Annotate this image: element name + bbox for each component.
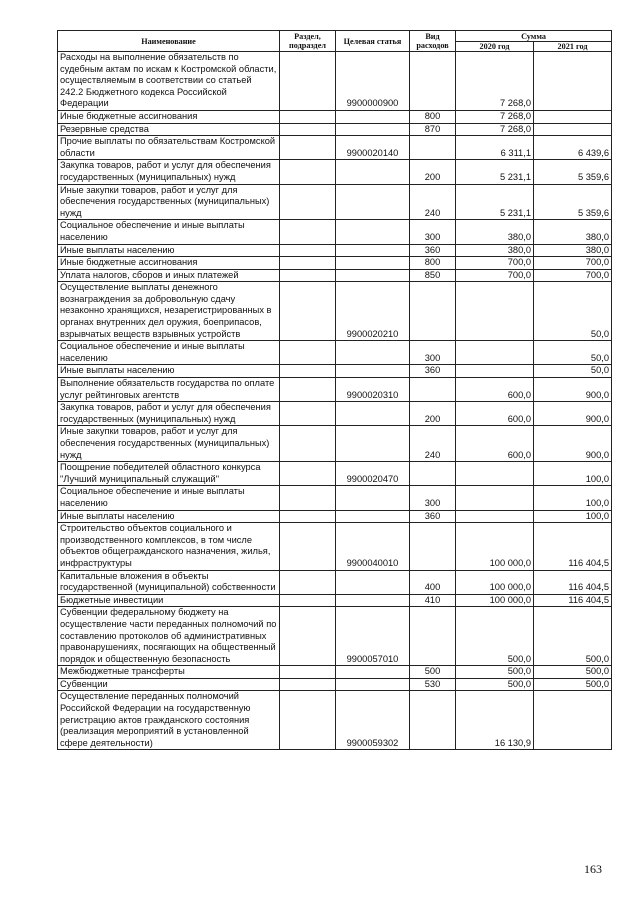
cell-amount-2021: 100,0 (534, 510, 612, 523)
cell-amount-2021 (534, 52, 612, 111)
cell-expense-type: 200 (410, 402, 456, 426)
cell-amount-2021: 6 439,6 (534, 136, 612, 160)
cell-amount-2021: 700,0 (534, 257, 612, 270)
cell-name: Выполнение обязательств государства по оплате услуг рейтинговых агентств (58, 378, 280, 402)
table-row (58, 666, 612, 679)
table-row (58, 365, 612, 378)
cell-section (280, 110, 336, 123)
cell-amount-2021: 100,0 (534, 486, 612, 510)
cell-section (280, 570, 336, 594)
cell-expense-type: 300 (410, 341, 456, 365)
header-sum: Сумма (456, 31, 612, 42)
cell-section (280, 607, 336, 666)
cell-section (280, 160, 336, 184)
cell-amount-2021: 116 404,5 (534, 523, 612, 570)
cell-target-code (336, 486, 410, 510)
cell-name: Субвенции (58, 678, 280, 691)
cell-name: Закупка товаров, работ и услуг для обеспечения государственных (муниципальных) нужд (58, 402, 280, 426)
cell-amount-2020: 7 268,0 (456, 52, 534, 111)
table-row (58, 220, 612, 244)
table-row (58, 269, 612, 282)
cell-target-code: 9900020310 (336, 378, 410, 402)
cell-name: Межбюджетные трансферты (58, 666, 280, 679)
table-row (58, 244, 612, 257)
cell-amount-2021: 380,0 (534, 220, 612, 244)
cell-amount-2020 (456, 341, 534, 365)
cell-section (280, 486, 336, 510)
table-row (58, 691, 612, 750)
table-row (58, 136, 612, 160)
cell-amount-2020: 600,0 (456, 378, 534, 402)
table-row (58, 282, 612, 341)
cell-amount-2020: 700,0 (456, 257, 534, 270)
cell-amount-2021: 500,0 (534, 666, 612, 679)
header-name: Наименование (58, 31, 280, 52)
table-row (58, 486, 612, 510)
cell-amount-2020: 700,0 (456, 269, 534, 282)
cell-target-code (336, 426, 410, 462)
cell-amount-2020: 500,0 (456, 607, 534, 666)
cell-expense-type: 850 (410, 269, 456, 282)
cell-section (280, 426, 336, 462)
table-row (58, 341, 612, 365)
cell-expense-type (410, 462, 456, 486)
cell-target-code: 9900020470 (336, 462, 410, 486)
cell-name: Поощрение победителей областного конкурса "Лучший муниципальный служащий" (58, 462, 280, 486)
cell-section (280, 691, 336, 750)
cell-expense-type (410, 691, 456, 750)
table-row (58, 52, 612, 111)
cell-name: Осуществление переданных полномочий Российской Федерации на государственную регистрацию актов гражданского состояния (реализация мероприятий в установленной сфере деятельности) (58, 691, 280, 750)
cell-section (280, 220, 336, 244)
cell-amount-2021 (534, 691, 612, 750)
cell-section (280, 269, 336, 282)
cell-name: Иные закупки товаров, работ и услуг для обеспечения государственных (муниципальных) нужд (58, 184, 280, 220)
cell-name: Строительство объектов социального и производственного комплексов, в том числе объектов общегражданского назначения, жилья, инфраструктуры (58, 523, 280, 570)
cell-expense-type: 300 (410, 220, 456, 244)
cell-name: Социальное обеспечение и иные выплаты населению (58, 486, 280, 510)
table-row (58, 594, 612, 607)
cell-name: Социальное обеспечение и иные выплаты населению (58, 220, 280, 244)
table-row (58, 678, 612, 691)
cell-amount-2020: 500,0 (456, 678, 534, 691)
cell-name: Прочие выплаты по обязательствам Костромской области (58, 136, 280, 160)
cell-target-code (336, 678, 410, 691)
cell-expense-type: 800 (410, 110, 456, 123)
header-year-2020: 2020 год (456, 42, 534, 52)
header-section: Раздел, подраздел (280, 31, 336, 52)
cell-amount-2021: 900,0 (534, 378, 612, 402)
cell-amount-2020: 100 000,0 (456, 523, 534, 570)
cell-target-code (336, 160, 410, 184)
cell-section (280, 244, 336, 257)
cell-expense-type (410, 607, 456, 666)
table-row (58, 257, 612, 270)
cell-amount-2020 (456, 282, 534, 341)
table-header (58, 31, 612, 52)
cell-expense-type: 360 (410, 365, 456, 378)
cell-amount-2021: 50,0 (534, 365, 612, 378)
table-row (58, 523, 612, 570)
cell-expense-type: 240 (410, 184, 456, 220)
cell-amount-2020 (456, 365, 534, 378)
cell-name: Капитальные вложения в объекты государственной (муниципальной) собственности (58, 570, 280, 594)
cell-amount-2021: 900,0 (534, 426, 612, 462)
table-row (58, 110, 612, 123)
cell-amount-2021: 50,0 (534, 341, 612, 365)
cell-amount-2021: 100,0 (534, 462, 612, 486)
cell-target-code (336, 123, 410, 136)
cell-expense-type (410, 523, 456, 570)
cell-expense-type: 500 (410, 666, 456, 679)
cell-amount-2020 (456, 462, 534, 486)
cell-name: Расходы на выполнение обязательств по судебным актам по искам к Костромской области, осуществляемым в соответствии со статьей 242.2 Бюджетного кодекса Российской Федерации (58, 52, 280, 111)
cell-amount-2020: 7 268,0 (456, 123, 534, 136)
cell-section (280, 510, 336, 523)
cell-name: Резервные средства (58, 123, 280, 136)
cell-amount-2020: 380,0 (456, 244, 534, 257)
cell-target-code: 9900057010 (336, 607, 410, 666)
cell-amount-2020: 380,0 (456, 220, 534, 244)
cell-name: Закупка товаров, работ и услуг для обеспечения государственных (муниципальных) нужд (58, 160, 280, 184)
cell-name: Иные бюджетные ассигнования (58, 110, 280, 123)
cell-amount-2020: 5 231,1 (456, 160, 534, 184)
table-row (58, 426, 612, 462)
cell-section (280, 666, 336, 679)
header-expense-type: Вид расходов (410, 31, 456, 52)
table-row (58, 462, 612, 486)
cell-amount-2021: 900,0 (534, 402, 612, 426)
cell-target-code: 9900020210 (336, 282, 410, 341)
cell-target-code (336, 402, 410, 426)
cell-target-code (336, 570, 410, 594)
cell-name: Субвенции федеральному бюджету на осуществление части переданных полномочий по составлению протоколов об административных правонарушениях, посягающих на общественный порядок и общественную безопасность (58, 607, 280, 666)
cell-expense-type: 870 (410, 123, 456, 136)
cell-name: Уплата налогов, сборов и иных платежей (58, 269, 280, 282)
cell-expense-type (410, 136, 456, 160)
cell-amount-2021: 500,0 (534, 678, 612, 691)
cell-section (280, 123, 336, 136)
cell-amount-2021: 116 404,5 (534, 570, 612, 594)
table-row (58, 378, 612, 402)
cell-target-code (336, 244, 410, 257)
cell-target-code (336, 257, 410, 270)
cell-target-code (336, 269, 410, 282)
cell-expense-type (410, 282, 456, 341)
cell-name: Иные выплаты населению (58, 244, 280, 257)
cell-section (280, 402, 336, 426)
cell-section (280, 378, 336, 402)
cell-expense-type: 360 (410, 510, 456, 523)
table-row (58, 607, 612, 666)
cell-amount-2020: 5 231,1 (456, 184, 534, 220)
cell-target-code (336, 110, 410, 123)
cell-target-code: 9900059302 (336, 691, 410, 750)
cell-expense-type: 400 (410, 570, 456, 594)
cell-name: Иные закупки товаров, работ и услуг для обеспечения государственных (муниципальных) нужд (58, 426, 280, 462)
cell-name: Иные выплаты населению (58, 510, 280, 523)
cell-expense-type (410, 52, 456, 111)
cell-target-code (336, 510, 410, 523)
cell-amount-2021 (534, 123, 612, 136)
header-target: Целевая статья (336, 31, 410, 52)
cell-amount-2021 (534, 110, 612, 123)
cell-section (280, 136, 336, 160)
cell-expense-type: 800 (410, 257, 456, 270)
cell-amount-2020: 100 000,0 (456, 594, 534, 607)
cell-target-code (336, 365, 410, 378)
cell-name: Осуществление выплаты денежного вознаграждения за добровольную сдачу незаконно хранящихся, незарегистрированных в органах внутренних дел оружия, боеприпасов, взрывчатых веществ взрывных устройств (58, 282, 280, 341)
cell-amount-2021: 700,0 (534, 269, 612, 282)
cell-target-code (336, 666, 410, 679)
cell-section (280, 365, 336, 378)
cell-expense-type: 410 (410, 594, 456, 607)
cell-target-code (336, 594, 410, 607)
cell-section (280, 594, 336, 607)
table-body (58, 52, 612, 750)
table-row (58, 160, 612, 184)
cell-section (280, 257, 336, 270)
cell-amount-2021: 380,0 (534, 244, 612, 257)
header-year-2021: 2021 год (534, 42, 612, 52)
cell-name: Иные бюджетные ассигнования (58, 257, 280, 270)
cell-name: Бюджетные инвестиции (58, 594, 280, 607)
cell-section (280, 52, 336, 111)
cell-target-code: 9900040010 (336, 523, 410, 570)
cell-expense-type (410, 378, 456, 402)
cell-amount-2021: 116 404,5 (534, 594, 612, 607)
cell-amount-2020: 100 000,0 (456, 570, 534, 594)
cell-section (280, 523, 336, 570)
cell-amount-2020: 500,0 (456, 666, 534, 679)
cell-amount-2021: 5 359,6 (534, 160, 612, 184)
cell-target-code: 9900000900 (336, 52, 410, 111)
budget-table (57, 30, 612, 750)
cell-amount-2020: 6 311,1 (456, 136, 534, 160)
table-row (58, 402, 612, 426)
cell-expense-type: 240 (410, 426, 456, 462)
cell-expense-type: 200 (410, 160, 456, 184)
table-row (58, 123, 612, 136)
table-row (58, 184, 612, 220)
table-row (58, 570, 612, 594)
cell-section (280, 341, 336, 365)
cell-section (280, 184, 336, 220)
cell-expense-type: 360 (410, 244, 456, 257)
page-number: 163 (584, 862, 602, 876)
cell-amount-2020 (456, 486, 534, 510)
cell-amount-2020: 7 268,0 (456, 110, 534, 123)
cell-amount-2020: 600,0 (456, 402, 534, 426)
cell-name: Иные выплаты населению (58, 365, 280, 378)
cell-amount-2021: 500,0 (534, 607, 612, 666)
cell-target-code (336, 341, 410, 365)
cell-target-code (336, 220, 410, 244)
cell-name: Социальное обеспечение и иные выплаты населению (58, 341, 280, 365)
cell-amount-2020: 600,0 (456, 426, 534, 462)
cell-section (280, 462, 336, 486)
cell-amount-2020 (456, 510, 534, 523)
cell-amount-2021: 5 359,6 (534, 184, 612, 220)
cell-amount-2021: 50,0 (534, 282, 612, 341)
cell-target-code (336, 184, 410, 220)
cell-section (280, 678, 336, 691)
cell-section (280, 282, 336, 341)
cell-amount-2020: 16 130,9 (456, 691, 534, 750)
cell-target-code: 9900020140 (336, 136, 410, 160)
cell-expense-type: 530 (410, 678, 456, 691)
table-row (58, 510, 612, 523)
cell-expense-type: 300 (410, 486, 456, 510)
